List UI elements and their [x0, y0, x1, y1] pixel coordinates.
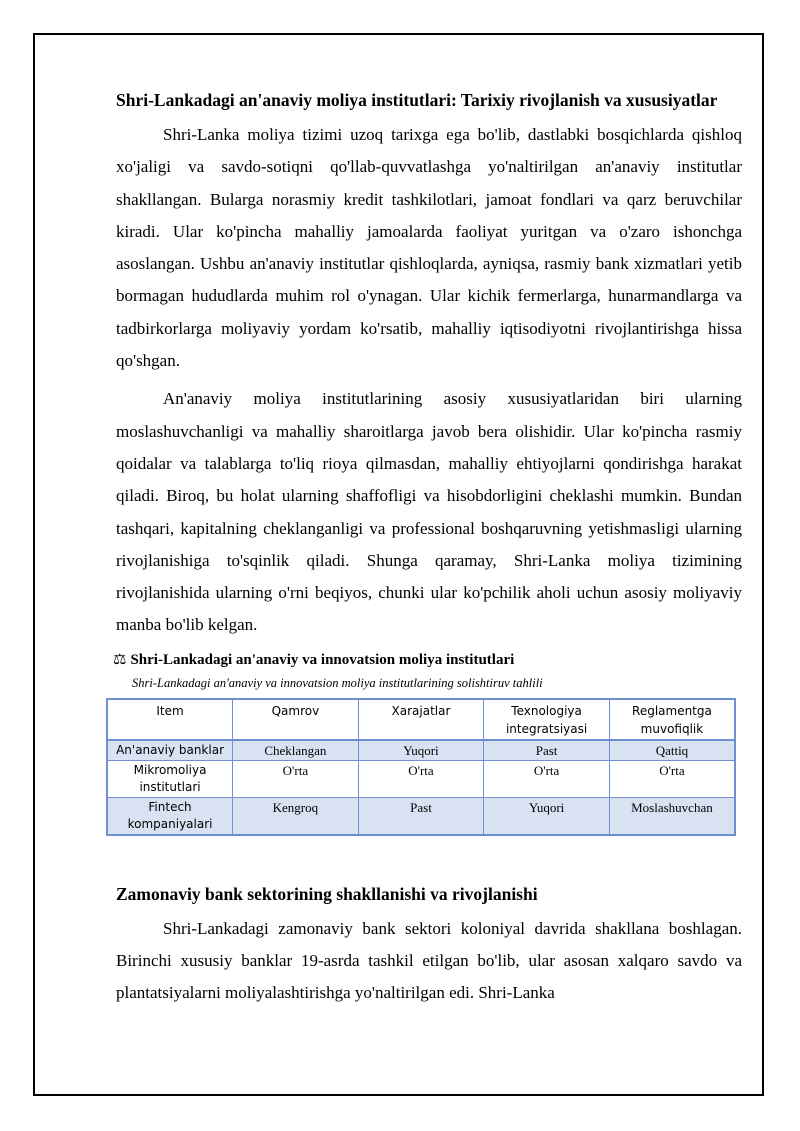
section-heading: Zamonaviy bank sektorining shakllanishi va rivojlanishi	[116, 883, 538, 904]
table-row-header: An'anaviy banklar	[107, 740, 233, 761]
table-row-header: Mikromoliya institutlari	[107, 760, 233, 797]
table-title-text: Shri-Lankadagi an'anaviy va innovatsion moliya institutlari	[130, 651, 515, 668]
table-row	[107, 760, 735, 797]
table-row-header: Fintech kompaniyalari	[107, 797, 233, 835]
table-cell: Yuqori	[358, 740, 484, 761]
table-cell: Moslashuvchan	[609, 797, 735, 835]
table-cell: Past	[358, 797, 484, 835]
paragraph: An'anaviy moliya institutlarining asosiy xususiyatlaridan biri ularning moslashuvchanligi va mahalliy sharoitlarga javob bera olishidir. Ular ko'pincha rasmiy qoidalar va talablarga to'liq rioya qilmasdan, mahalliy ehtiyojlarni qondirishga harakat qiladi. Biroq, bu holat ularning shaffofligi va hisobdorligini cheklashi mumkin. Bundan tashqari, kapitalning cheklanganligi va professional boshqaruvning yetishmasligi ularning rivojlanishiga to'sqinlik qiladi. Shunga qaramay, Shri-Lanka moliya tizimining rivojlanishida ularning o'rni beqiyos, chunki ular ko'pchilik aholi uchun asosiy moliyaviy manba bo'lib kelgan.	[116, 389, 742, 635]
table-cell: Qattiq	[609, 740, 735, 761]
table-row	[107, 797, 735, 835]
table-cell: Cheklangan	[233, 740, 359, 761]
table-header-cell: Qamrov	[233, 699, 359, 740]
table-caption: Shri-Lankadagi an'anaviy va innovatsion moliya institutlarining solishtiruv tahlili	[132, 675, 543, 690]
table-header-cell: Texnologiya integratsiyasi	[484, 699, 610, 740]
table-cell: O'rta	[484, 760, 610, 797]
table-cell: O'rta	[233, 760, 359, 797]
paragraph: Shri-Lanka moliya tizimi uzoq tarixga ega bo'lib, dastlabki bosqichlarda qishloq xo'jaligi va savdo-sotiqni qo'llab-quvvatlashga yo'naltirilgan an'anaviy institutlar shakllangan. Bularga norasmiy kredit tashkilotlari, jamoat fondlari va qarz beruvchilar kiradi. Ular ko'pincha mahalliy jamoalarda faoliyat yuritgan va o'zaro ishonchga asoslangan. Ushbu an'anaviy institutlar qishloqlarda, ayniqsa, rasmiy bank xizmatlari yetib bormagan hududlarda muhim rol o'ynagan. Ular kichik fermerlarga, hunarmandlarga va tadbirkorlarga moliyaviy yordam ko'rsatib, mahalliy iqtisodiyotni rivojlantirishga hissa qo'shgan.	[116, 125, 742, 371]
table-cell: Kengroq	[233, 797, 359, 835]
scale-icon: ⚖	[113, 651, 127, 668]
table-header-cell: Xarajatlar	[358, 699, 484, 740]
comparison-table	[106, 698, 736, 836]
table-header-cell: Item	[107, 699, 233, 740]
table-cell: O'rta	[358, 760, 484, 797]
table-row	[107, 740, 735, 761]
section-heading: Shri-Lankadagi an'anaviy moliya institutlari: Tarixiy rivojlanish va xususiyatlar	[116, 90, 718, 110]
table-cell: O'rta	[609, 760, 735, 797]
table-cell: Past	[484, 740, 610, 761]
table-title	[113, 650, 742, 670]
table-cell: Yuqori	[484, 797, 610, 835]
table-header-cell: Reglamentga muvofiqlik	[609, 699, 735, 740]
table-header-row	[107, 699, 735, 740]
document-body	[113, 88, 742, 1010]
paragraph: Shri-Lankadagi zamonaviy bank sektori koloniyal davrida shakllana boshlagan. Birinchi xususiy banklar 19-asrda tashkil etilgan bo'lib, ular asosan xalqaro savdo va plantatsiyalarni moliyalashtirishga yo'naltirilgan edi. Shri-Lanka	[116, 918, 742, 1003]
